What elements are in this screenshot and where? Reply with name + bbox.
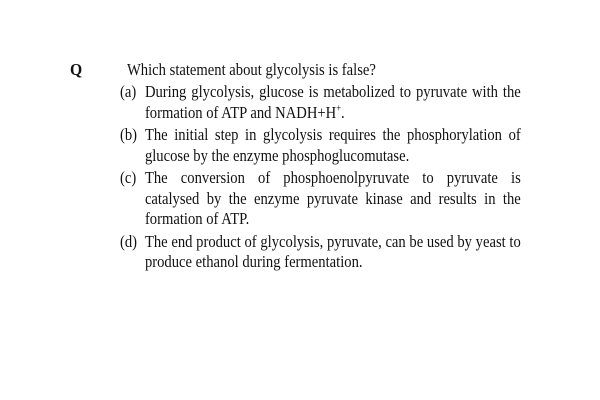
option-b bbox=[120, 125, 521, 166]
option-d bbox=[120, 232, 521, 273]
question-text: Which statement about glycolysis is false? bbox=[127, 60, 376, 79]
option-a bbox=[120, 82, 521, 123]
option-a-text-main: During glycolysis, glucose is metabolized to pyruvate with the formation of ATP and NADH+H bbox=[144, 82, 521, 122]
option-a-superscript: + bbox=[336, 102, 342, 114]
option-c-letter: (c) bbox=[120, 168, 137, 187]
option-b-letter: (b) bbox=[120, 125, 138, 144]
option-a-text-end: . bbox=[341, 102, 345, 122]
answer-options-list bbox=[120, 82, 521, 275]
option-b-text: The initial step in glycolysis requires the phosphorylation of glucose by the enzyme phosphoglucomutase. bbox=[144, 125, 521, 165]
question-label: Q bbox=[70, 60, 83, 79]
option-a-text bbox=[145, 82, 521, 123]
option-c bbox=[120, 168, 521, 230]
option-d-letter: (d) bbox=[120, 231, 138, 251]
option-c-text: The conversion of phosphoenolpyruvate to pyruvate is catalysed by the enzyme pyruvate kinase and results in the formation of ATP. bbox=[144, 168, 521, 228]
option-a-letter: (a) bbox=[120, 82, 137, 101]
option-d-text: The end product of glycolysis, pyruvate, can be used by yeast to produce ethanol during fermentation. bbox=[144, 231, 521, 271]
